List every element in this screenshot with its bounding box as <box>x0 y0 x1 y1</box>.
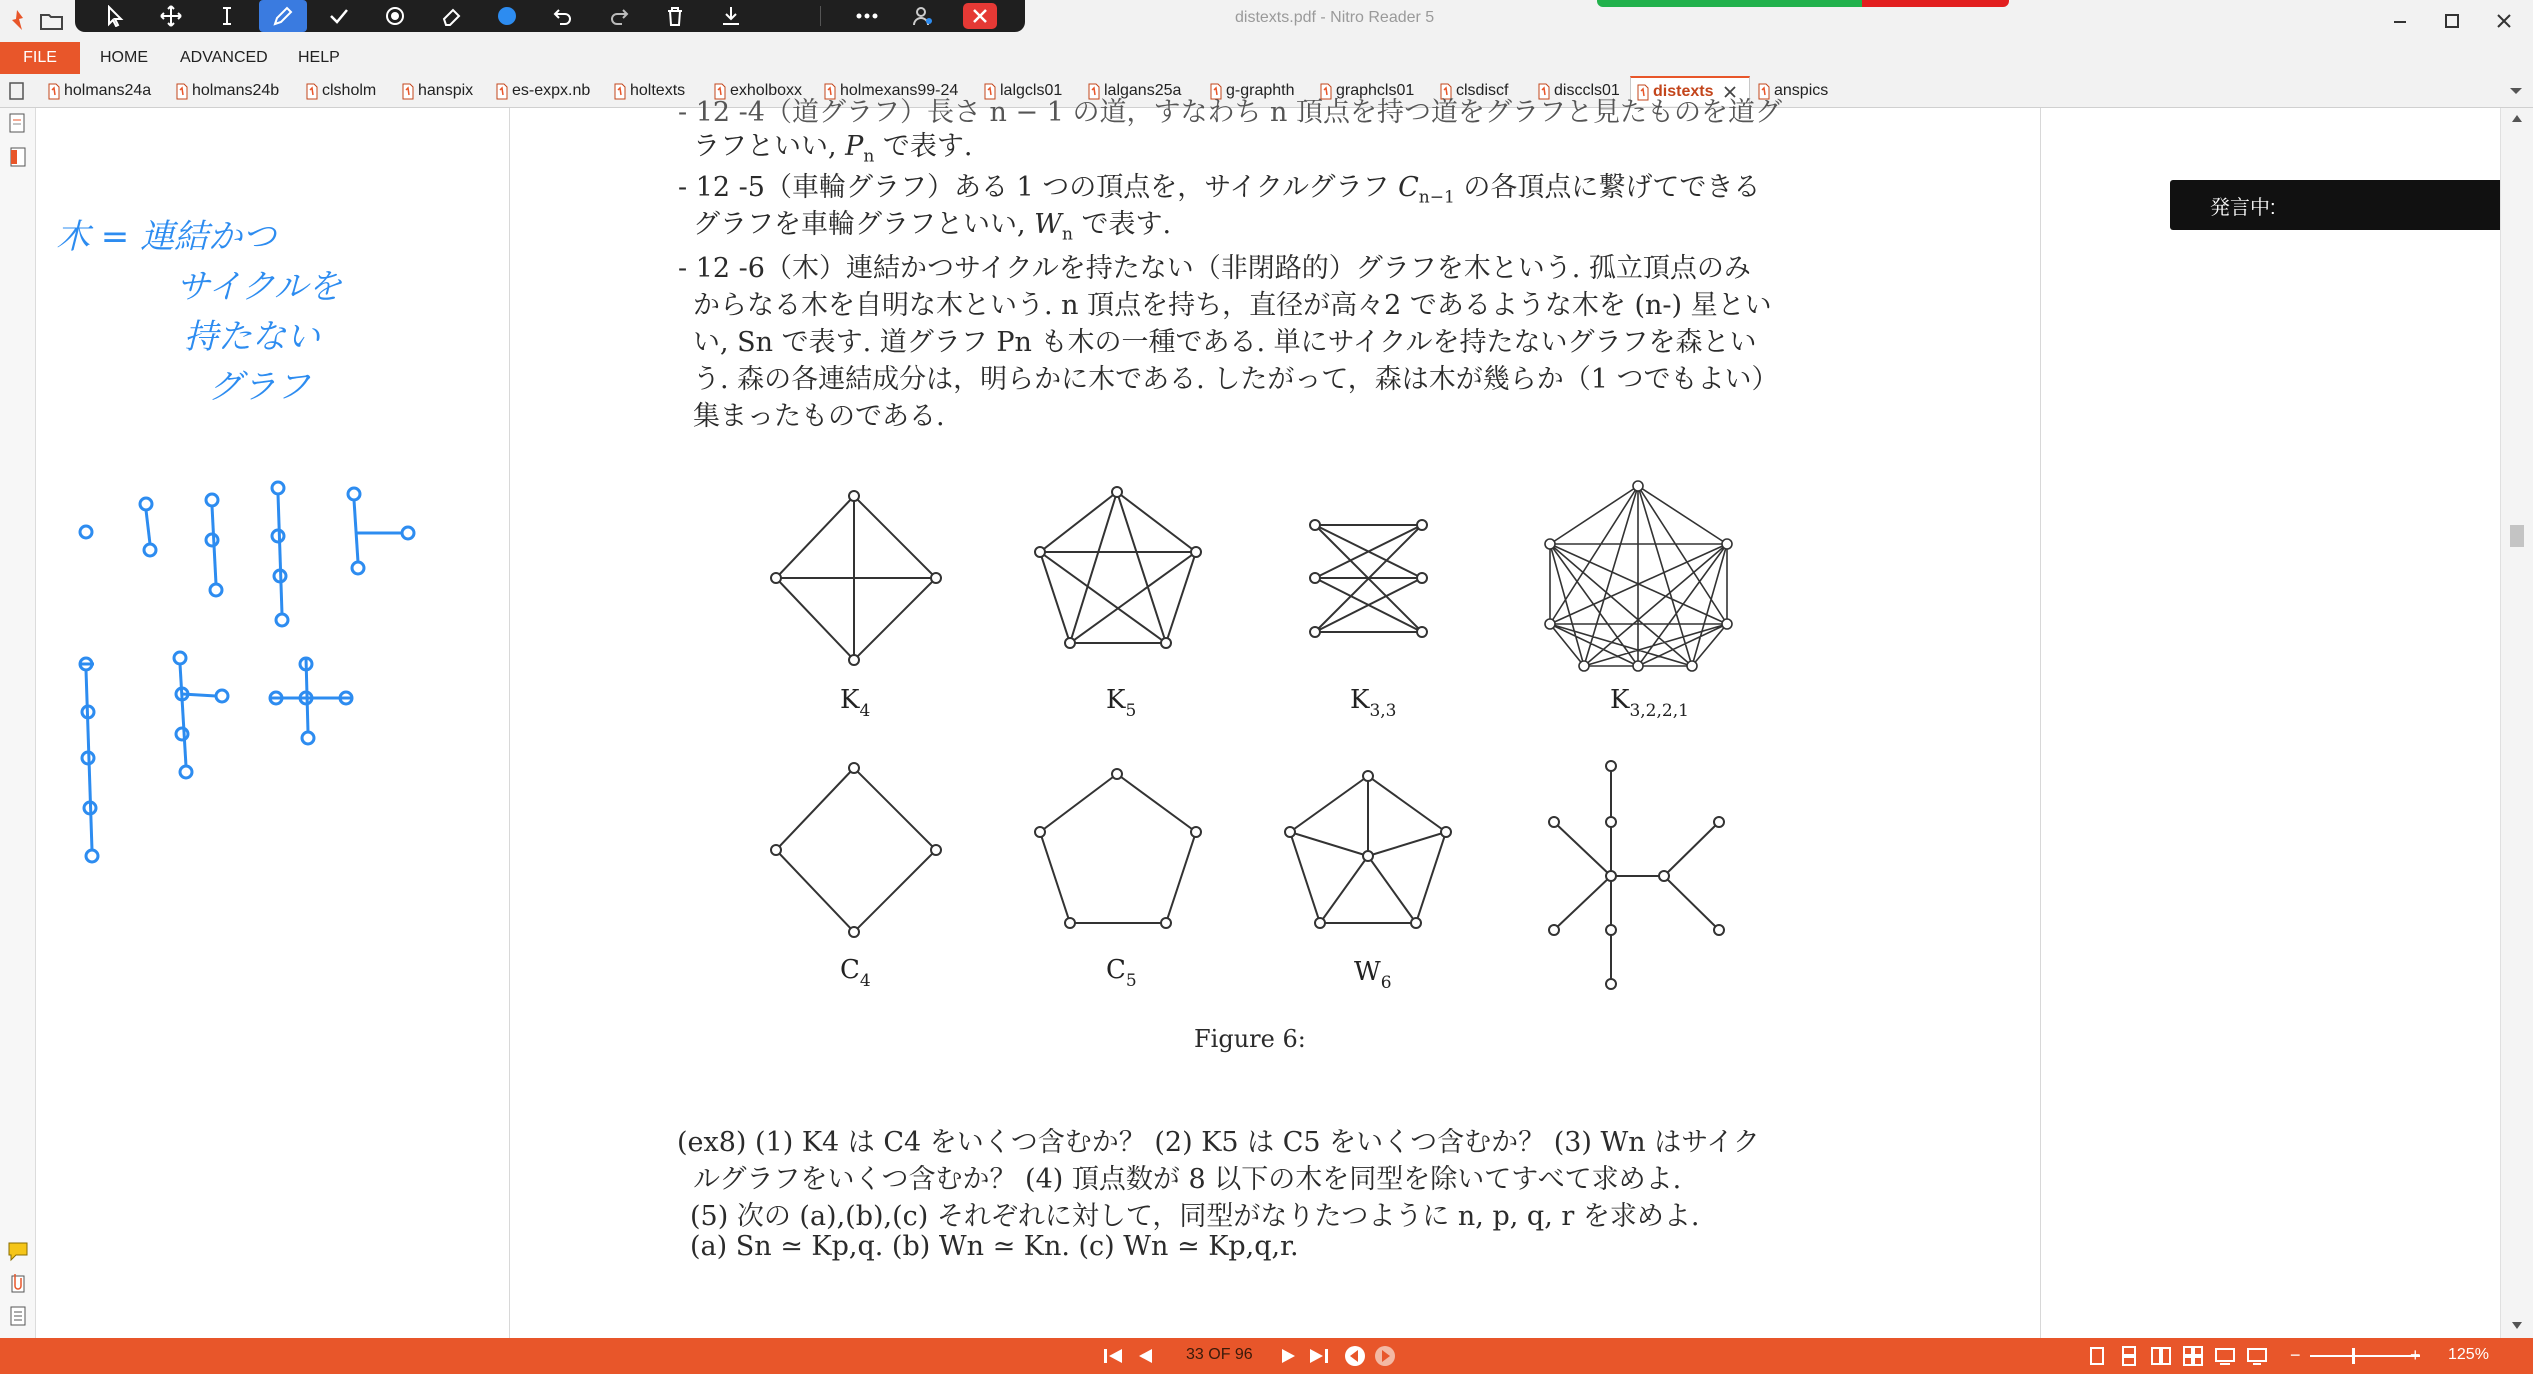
doc-tab-label: anspics <box>1774 82 1829 99</box>
doc-tab-label: clsdiscf <box>1456 82 1509 99</box>
continuous-view-icon[interactable] <box>2119 1346 2139 1366</box>
doc-tab-label: holtexts <box>630 82 686 99</box>
doc-tab-label: hanspix <box>418 82 474 99</box>
math-sub: n−1 <box>1418 187 1455 208</box>
exercise-text: ルグラフをいくつ含むか？ (4) 頂点数が 8 以下の木を同型を除いてすべて求めよ. <box>693 1164 1682 1195</box>
label-sub: 4 <box>859 701 871 721</box>
toolbar-divider <box>820 6 821 26</box>
sketched-trees <box>80 482 414 862</box>
attachments-panel-icon[interactable] <box>7 1272 29 1296</box>
last-page-icon[interactable] <box>1308 1347 1330 1365</box>
math-sub: n <box>863 146 875 167</box>
select-tool[interactable] <box>91 0 139 32</box>
graph-label-k5 <box>1106 685 1136 721</box>
facing-continuous-icon[interactable] <box>2183 1346 2203 1366</box>
redo-icon <box>608 5 630 27</box>
page-text-p2: 集まったものである. <box>693 401 945 432</box>
eraser-tool[interactable] <box>427 0 475 32</box>
trash-icon <box>664 5 686 27</box>
doc-tab[interactable] <box>306 76 376 106</box>
pan-tool[interactable] <box>147 0 195 32</box>
more-options-button[interactable] <box>843 0 891 32</box>
doc-tab[interactable] <box>496 76 590 106</box>
window-title: distexts.pdf - Nitro Reader 5 <box>1235 9 1435 26</box>
text-select-tool[interactable] <box>203 0 251 32</box>
user-settings-button[interactable] <box>899 0 947 32</box>
label-main: K <box>1106 685 1126 715</box>
color-picker[interactable] <box>483 0 531 32</box>
close-toolbar-button[interactable] <box>963 3 997 29</box>
tab-advanced[interactable]: ADVANCED <box>180 49 268 66</box>
label-sub: 5 <box>1125 971 1137 991</box>
label-main: K <box>840 685 860 715</box>
page-text-p2: からなる木を自明な木という. n 頂点を持ち，直径が高々2 であるような木を (n-) 星とい <box>693 290 1772 321</box>
close-icon <box>972 8 988 24</box>
maximize-button[interactable] <box>2432 4 2472 38</box>
ink-toolbar <box>75 0 1025 32</box>
text-cursor-icon <box>216 5 238 27</box>
forward-view-icon[interactable] <box>1374 1345 1398 1367</box>
math-sub: n <box>1061 224 1073 245</box>
speaking-indicator <box>2170 180 2512 230</box>
pdf-icon <box>496 83 508 100</box>
page-text-p2: い, Sn で表す. 道グラフ Pn も木の一種である. 単にサイクルを持たないグラフを森とい <box>693 327 1757 358</box>
text-span: の各頂点に繋げてできる <box>1454 172 1761 203</box>
graph-k5 <box>1035 487 1201 648</box>
eraser-icon <box>440 5 462 27</box>
doc-tab-label: lalgans25a <box>1104 82 1182 99</box>
doc-tab-label: holmans24b <box>192 82 280 99</box>
back-view-icon[interactable] <box>1344 1345 1368 1367</box>
bookmarks-panel-icon[interactable] <box>7 146 29 170</box>
layers-panel-icon[interactable] <box>7 1304 29 1328</box>
highlighter-icon <box>384 5 406 27</box>
graph-w6 <box>1285 771 1451 928</box>
graph-label-k33 <box>1350 685 1396 721</box>
open-folder-icon[interactable] <box>40 11 64 31</box>
minimize-icon <box>2392 13 2408 29</box>
tts-progress-red <box>1862 0 2009 7</box>
user-gear-icon <box>912 5 934 27</box>
comments-panel-icon[interactable] <box>7 1240 29 1264</box>
first-page-icon[interactable] <box>1102 1347 1124 1365</box>
page-view-icon[interactable] <box>8 82 26 100</box>
pen-icon <box>272 5 294 27</box>
zoom-slider-handle[interactable] <box>2352 1348 2355 1364</box>
check-tool[interactable] <box>315 0 363 32</box>
label-main: K <box>1610 685 1630 715</box>
handwritten-notes <box>36 108 510 1338</box>
move-icon <box>160 5 182 27</box>
doc-tab-label: g-graphth <box>1226 82 1295 99</box>
pdf-icon <box>306 83 318 100</box>
fullscreen-icon[interactable] <box>2247 1346 2267 1366</box>
label-sub: 3,3 <box>1369 701 1397 721</box>
tts-progress-green <box>1597 0 1862 7</box>
note-line: 木 = 連結かつ <box>56 217 277 257</box>
right-panel <box>2040 108 2500 1338</box>
pdf-icon <box>48 83 60 100</box>
figure-caption: Figure 6: <box>1194 1025 1306 1053</box>
graph-tree <box>1549 761 1724 989</box>
text-span: - 12 -5（車輪グラフ）ある 1 つの頂点を，サイクルグラフ <box>678 172 1399 203</box>
scroll-thumb[interactable] <box>2510 525 2524 547</box>
doc-tab[interactable] <box>176 76 279 106</box>
pdf-icon <box>614 83 626 100</box>
pdf-page[interactable] <box>510 97 2040 1338</box>
maximize-icon <box>2444 13 2460 29</box>
redo-button[interactable] <box>595 0 643 32</box>
ribbon <box>0 42 2533 74</box>
graph-label-c5 <box>1106 955 1137 991</box>
fit-width-icon[interactable] <box>2215 1346 2235 1366</box>
save-ink-button[interactable] <box>707 0 755 32</box>
page-text-p2: う. 森の各連結成分は，明らかに木である. したがって，森は木が幾らか（1 つでもよい） <box>693 364 1779 395</box>
graph-label-c4 <box>840 955 871 991</box>
graph-k4 <box>771 491 941 665</box>
vertical-scrollbar[interactable] <box>2500 108 2533 1338</box>
math-var: W <box>1034 209 1062 240</box>
zoom-level[interactable]: 125% <box>2448 1346 2489 1363</box>
label-main: W <box>1354 957 1381 987</box>
undo-icon <box>552 5 574 27</box>
exercise-text: (ex8) (1) K4 は C4 をいくつ含むか？ (2) K5 は C5 をいくつ含むか？ (3) Wn はサイク <box>677 1127 1760 1158</box>
pen-tool[interactable] <box>259 0 307 32</box>
color-dot-icon <box>496 5 518 27</box>
speaking-label: 発言中: <box>2210 196 2276 219</box>
graph-c5 <box>1035 769 1201 928</box>
graph-labels <box>840 685 1689 993</box>
pages-panel-icon[interactable] <box>7 112 29 136</box>
highlighter-tool[interactable] <box>371 0 419 32</box>
checkmark-icon <box>328 5 350 27</box>
nitro-logo-icon <box>10 10 24 30</box>
doc-tab[interactable] <box>402 76 473 106</box>
page-text-p2: - 12 -6（木）連結かつサイクルを持たない（非閉路的）グラフを木という. 孤立頂点のみ <box>678 253 1751 284</box>
scroll-down-icon[interactable] <box>2510 1320 2524 1332</box>
more-icon <box>854 5 880 27</box>
download-icon <box>720 5 742 27</box>
label-main: C <box>840 955 860 985</box>
note-line: グラフ <box>208 367 310 407</box>
doc-tab[interactable] <box>614 76 685 106</box>
file-tab[interactable]: FILE <box>0 42 80 74</box>
doc-tab-label: graphcls01 <box>1336 82 1415 99</box>
graph-k33 <box>1310 520 1427 637</box>
graph-label-k4 <box>840 685 870 721</box>
text-span: ラフといい, <box>693 131 846 162</box>
close-icon <box>2496 13 2512 29</box>
exercise-text: (5) 次の (a),(b),(c) それぞれに対して，同型がなりたつように n, p, q, r を求めよ. <box>690 1201 1700 1232</box>
exercise-text: (a) Sn ≃ Kp,q. (b) Wn ≃ Kn. (c) Wn ≃ Kp,q,r. <box>690 1231 1299 1262</box>
label-main: K <box>1350 685 1370 715</box>
pointer-icon <box>104 5 126 27</box>
scroll-up-icon[interactable] <box>2510 112 2524 124</box>
zoom-out-icon[interactable]: − <box>2290 1345 2301 1365</box>
note-line: サイクルを <box>176 267 342 307</box>
zoom-in-icon[interactable]: + <box>2410 1345 2421 1365</box>
pdf-icon <box>402 83 414 100</box>
zoom-slider-track[interactable] <box>2310 1355 2420 1357</box>
note-line: 持たない <box>184 317 320 357</box>
label-sub: 5 <box>1125 701 1137 721</box>
tab-help[interactable]: HELP <box>298 49 340 66</box>
text-span: で表す. <box>874 131 973 162</box>
doc-tab-label: holmexans99-24 <box>840 82 959 99</box>
label-sub: 3,2,2,1 <box>1629 701 1689 721</box>
next-page-icon[interactable] <box>1280 1347 1298 1365</box>
close-window-button[interactable] <box>2484 4 2524 38</box>
minimize-button[interactable] <box>2380 4 2420 38</box>
doc-tab[interactable] <box>48 76 151 106</box>
graph-label-w6 <box>1354 957 1392 993</box>
status-bar <box>0 1338 2533 1374</box>
page-text-cutoff: - 12 -4（道グラフ）長さ n − 1 の道，すなわち n 頂点を持つ道をグラフと見たものを道グ <box>678 97 1783 128</box>
tab-home[interactable]: HOME <box>100 49 148 66</box>
doc-tab-label: exholboxx <box>730 82 803 99</box>
figure-6-graphs <box>510 108 2040 1028</box>
tab-list-dropdown-icon[interactable] <box>2508 84 2524 98</box>
delete-button[interactable] <box>651 0 699 32</box>
doc-tab-label: disccls01 <box>1554 82 1620 99</box>
text-span: グラフを車輪グラフといい, <box>693 209 1035 240</box>
undo-button[interactable] <box>539 0 587 32</box>
prev-page-icon[interactable] <box>1136 1347 1154 1365</box>
page-counter[interactable]: 33 OF 96 <box>1186 1346 1253 1363</box>
doc-tab-label: distexts <box>1653 83 1714 100</box>
ink-notes-panel <box>36 108 510 1338</box>
graph-label-k3221 <box>1610 685 1689 721</box>
math-var: C <box>1398 172 1419 203</box>
single-page-view-icon[interactable] <box>2087 1346 2107 1366</box>
pdf-icon <box>176 83 188 100</box>
math-var: P <box>845 131 864 162</box>
doc-tab-label: es-expx.nb <box>512 82 591 99</box>
left-icon-rail <box>0 108 36 1338</box>
label-sub: 6 <box>1380 973 1392 993</box>
doc-tab-label: clsholm <box>322 82 377 99</box>
graph-k3221 <box>1545 481 1732 671</box>
label-main: C <box>1106 955 1126 985</box>
graph-c4 <box>771 763 941 937</box>
text-span: で表す. <box>1072 209 1172 240</box>
label-sub: 4 <box>859 971 871 991</box>
doc-tab-label: lalgcls01 <box>1000 82 1063 99</box>
doc-tab-label: holmans24a <box>64 82 152 99</box>
facing-view-icon[interactable] <box>2151 1346 2171 1366</box>
